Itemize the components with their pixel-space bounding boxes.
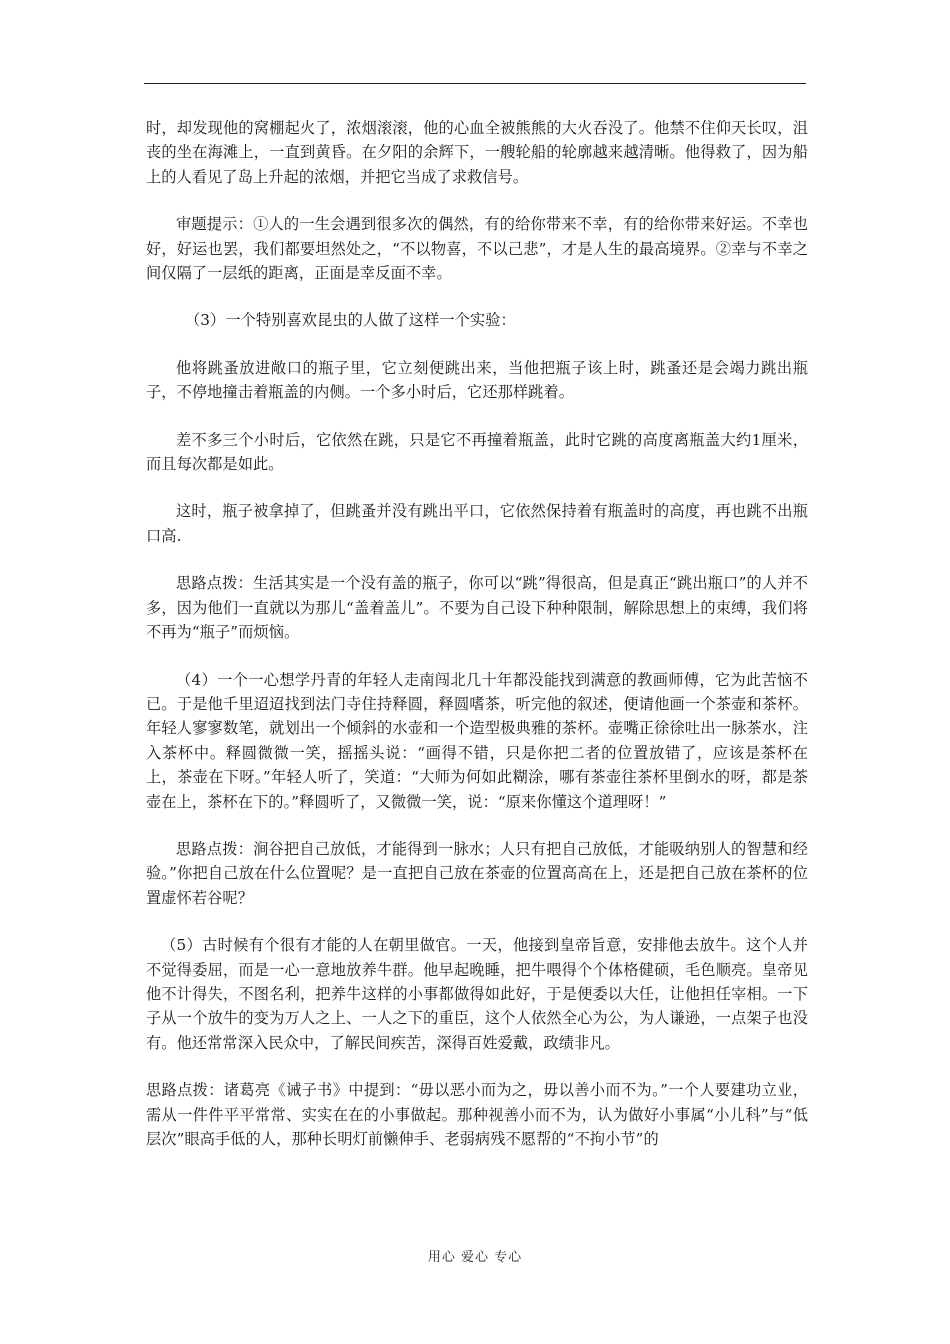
paragraph-flea-experiment-1: 他将跳蚤放进敞口的瓶子里，它立刻便跳出来，当他把瓶子该上时，跳蚤还是会竭力跳出瓶子，不停地撞击着瓶盖的内侧。一个多小时后，它还那样跳着。: [146, 358, 808, 402]
paragraph-flea-experiment-2: 差不多三个小时后，它依然在跳，只是它不再撞着瓶盖，此时它跳的高度离瓶盖大约1厘米，而且每次都是如此。: [146, 430, 808, 474]
paragraph-insight-bottle: 思路点拨：生活其实是一个没有盖的瓶子，你可以“跳”得很高，但是真正“跳出瓶口”的人并不多，因为他们一直就以为那儿“盖着盖儿”。不要为自己设下种种限制，解除思想上的束缚，我们将不再为“瓶子”而烦恼。: [146, 574, 808, 642]
paragraph-insight-teapot: 思路点拨：涧谷把自己放低，才能得到一脉水；人只有把自己放低，才能吸纳别人的智慧和经验。”你把自己放在什么位置呢？是一直把自己放在茶壶的位置高高在上，还是把自己放在茶杯的位置虚怀若谷呢？: [146, 839, 808, 907]
paragraph-flea-experiment-3: 这时，瓶子被拿掉了，但跳蚤并没有跳出平口，它依然保持着有瓶盖时的高度，再也跳不出瓶口高.: [146, 502, 808, 545]
paragraph-story-ending: 时，却发现他的窝棚起火了，浓烟滚滚，他的心血全被熊熊的大火吞没了。他禁不住仰天长叹，沮丧的坐在海滩上，一直到黄昏。在夕阳的余辉下，一艘轮船的轮廓越来越清晰。他得救了，因为船上的人看见了岛上升起的浓烟，并把它当成了求救信号。: [146, 119, 808, 186]
page-footer: 用心 爱心 专心: [427, 1250, 523, 1265]
paragraph-review-hint: 审题提示：①人的一生会遇到很多次的偶然，有的给你带来不幸，有的给你带来好运。不幸也好，好运也罢，我们都要坦然处之，“不以物喜，不以己悲”，才是人生的最高境界。②幸与不幸之间仅隔了一层纸的距离，正面是幸反面不幸。: [146, 215, 808, 283]
document-body: [146, 116, 808, 1174]
paragraph-item-3-intro: （3）一个特别喜欢昆虫的人做了这样一个实验：: [185, 311, 516, 330]
paragraph-item-4-story: （4）一个一心想学丹青的年轻人走南闯北几十年都没能找到满意的教画师傅，它为此苦恼不已。于是他千里迢迢找到法门寺住持释圆，释圆嗜茶，听完他的叙述，便请他画一个茶壶和茶杯。年轻人寥寥数笔，就划出一个倾斜的水壶和一个造型极典雅的茶杯。壶嘴正徐徐吐出一脉茶水，注入茶杯中。释圆微微一笑，摇摇头说：“画得不错，只是你把二者的位置放错了，应该是茶杯在上，茶壶在下呀。”年轻人听了，笑道：“大师为何如此糊涂，哪有茶壶往茶杯里倒水的呀，都是茶壶在上，茶杯在下的。”释圆听了，又微微一笑，说：“原来你懂这个道理呀！”: [146, 670, 808, 811]
paragraph-insight-small-things: 思路点拨：诸葛亮《诫子书》中提到：“毋以恶小而为之，毋以善小而不为。”一个人要建功立业，需从一件件平平常常、实实在在的小事做起。那种视善小而不为，认为做好小事属“小儿科”与“低层次”眼高手低的人，那种长明灯前懒伸手、老弱病残不愿帮的“不拘小节”的: [146, 1081, 808, 1148]
paragraph-item-5-story: （5）古时候有个很有才能的人在朝里做官。一天，他接到皇帝旨意，安排他去放牛。这个人并不觉得委屈，而是一心一意地放养牛群。他早起晚睡，把牛喂得个个体格健硕，毛色顺亮。皇帝见他不计得失，不图名利，把养牛这样的小事都做得如此好，于是便委以大任，让他担任宰相。一下子从一个放牛的变为万人之上、一人之下的重臣，这个人依然全心为公，为人谦逊，一点架子也没有。他还常常深入民众中，了解民间疾苦，深得百姓爱戴，政绩非凡。: [146, 936, 808, 1052]
header-rule: [144, 83, 806, 84]
